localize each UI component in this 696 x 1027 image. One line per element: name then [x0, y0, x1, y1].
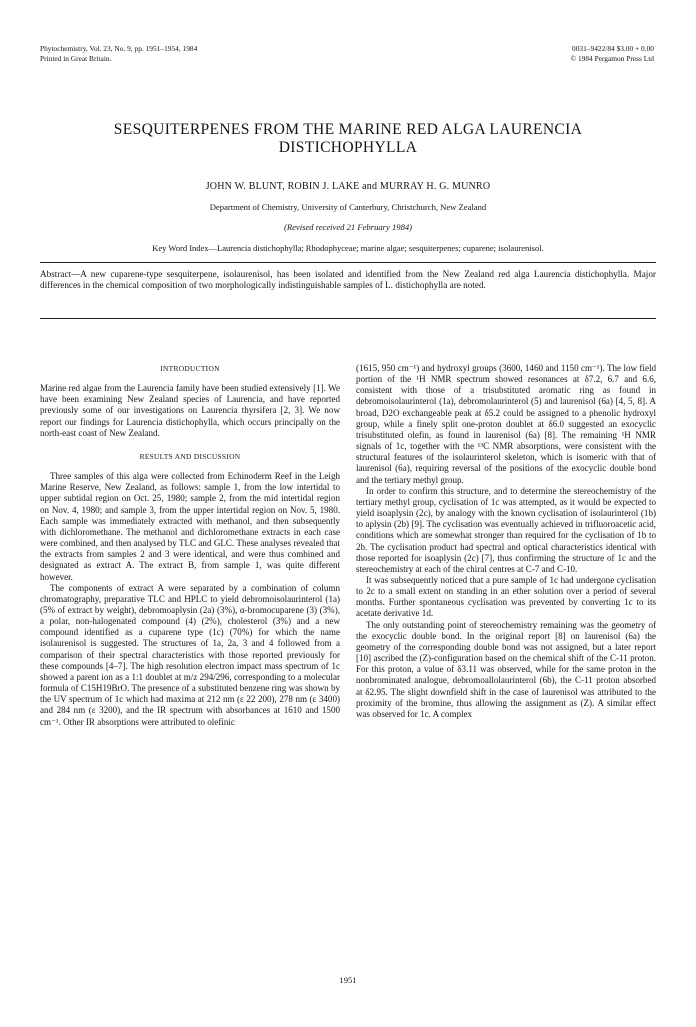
paragraph: In order to confirm this structure, and to determine the stereochemistry of the tertiary methyl group, cyclisation of 1c was attempted, as it would be expected to yield isoaplysin (2c), by analogy with the known cyclisation of isolaurinterol (1b) to aplysin (2b) [9]. The cyclisation was eventually achieved in trifluoroacetic acid, conditions which are somewhat stronger than required for the cyclisation of 1b to 2b. The cyclisation product had spectral and optical characteristics identical with those reported for isoaplysin (2c) [7], thus confirming the structure of 1c and the stereochemistry at each of the chiral centres at C-7 and C-10. [356, 485, 656, 574]
affiliation: Department of Chemistry, University of Canterbury, Christchurch, New Zealand [209, 202, 487, 212]
paragraph: Three samples of this alga were collected from Echinoderm Reef in the Leigh Marine Reserve, New Zealand, as follows: sample 1, from the low intertidal to upper subtidal region on Oct. 25, 1980; sample 2, from the mid intertidal region on Nov. 4, 1980; and sample 3, from the upper intertidal region on Nov. 5, 1980. Each sample was immediately extracted with methanol, and then subsequently with dichloromethane. The methanol and dichloromethane extracts in each case were combined, and then analysed by TLC and GLC. These analyses revealed that the extracts from samples 2 and 3 were identical, and were thus combined and designated as extract A. The extract B, from sample 1, was quite different however. [40, 471, 340, 582]
left-column [40, 363, 340, 728]
page-number: 1951 [339, 975, 357, 985]
journal-citation: Phytochemistry, Vol. 23, No. 9, pp. 1951–1954, 1984 [40, 44, 198, 53]
abstract: Abstract—A new cuparene-type sesquiterpene, isolaurenisol, has been isolated and identified from the New Zealand red alga Laurencia distichophylla. Major differences in the chemical composition of two morphologically indistinguishable samples of L. distichophylla are noted. [40, 269, 656, 291]
key-word-index: Key Word Index—Laurencia distichophylla; Rhodophyceae; marine algae; sesquiterpenes; cuparene; isolaurenisol. [152, 243, 544, 253]
paragraph: Marine red algae from the Laurencia family have been studied extensively [1]. We have been examining New Zealand species of Laurencia, and have reported previously some of our investigations on Laurencia thyrsifera [2, 3]. We now report our findings for Laurencia distichophylla, which occurs principally on the north-east coast of New Zealand. [40, 383, 340, 438]
running-header-left [40, 44, 197, 63]
section-heading-results: RESULTS AND DISCUSSION [139, 451, 241, 461]
right-column [356, 363, 656, 720]
divider-top [40, 262, 656, 263]
section-heading-introduction: INTRODUCTION [160, 364, 220, 373]
running-header-right [571, 44, 655, 63]
print-location: Printed in Great Britain. [40, 53, 112, 63]
paragraph: (1615, 950 cm⁻¹) and hydroxyl groups (3600, 1460 and 1150 cm⁻¹). The low field portion of the ¹H NMR spectrum showed resonances at δ7.2, 6.7 and 6.6, consistent with those of a trisubstituted aromatic ring as found in debromoisolaurinterol (1a), debromolaurinterol (5) and laurenisol (6a) [4, 5, 8]. A broad, D2O exchangeable peak at δ5.2 could be assigned to a phenolic hydroxyl group, while a finely split one-proton doublet at δ6.0 suggested an exocyclic trisubstituted olefin, as found in laurenisol (6a) [8]. The remaining ¹H NMR signals of 1c, together with the ¹³C NMR absorptions, were consistent with the structural features of the isolaurinterol skeleton, which is isomeric with that of laurenisol (6a), requiring reversal of the positions of the exocyclic double bond and the tertiary methyl group. [356, 363, 656, 485]
price-code: 0031–9422/84 $3.00 + 0.00 [572, 44, 654, 53]
paragraph: The components of extract A were separated by a combination of column chromatography, preparative TLC and HPLC to yield debromoisolaurinterol (1a) (5% of extract by weight), debromoaplysin (2a) (3%), α-bromocuparene (3) (3%), a polar, non-halogenated compound (4) (2%), cholesterol (3%) and a new compound identified as a cuparene type (1c) (70%) for which the name isolaurenisol is suggested. The structures of 1a, 2a, 3 and 4 followed from a comparison of their spectral characteristics with those reported previously for these compounds [4–7]. The high resolution electron impact mass spectrum of 1c showed a parent ion as a 1:1 doublet at m/z 294/296, corresponding to a molecular formula of C15H19BrO. The presence of a substituted benzene ring was shown by the UV spectrum of 1c which had maxima at 212 nm (ε 22 200), 278 nm (ε 3400) and 284 nm (ε 3200), and the IR spectrum with absorbances at 1610 and 1500 cm⁻¹. Other IR absorptions were attributed to olefinic [40, 582, 340, 727]
paragraph: It was subsequently noticed that a pure sample of 1c had undergone cyclisation to 2c to a small extent on standing in an ether solution over a period of several months. Further spontaneous cyclisation was prevented by converting 1c to its acetate derivative 1d. [356, 574, 656, 619]
copyright-notice: © 1984 Pergamon Press Ltd [570, 53, 654, 63]
author-list: JOHN W. BLUNT, ROBIN J. LAKE and MURRAY H. G. MUNRO [205, 181, 491, 192]
paragraph: The only outstanding point of stereochemistry remaining was the geometry of the exocyclic double bond. In the original report [8] on laurenisol (6a) the geometry of the corresponding double bond was not assigned, but a later report [10] ascribed the (Z)-configuration based on the chemical shift of the C-11 proton. For this proton, a value of δ3.11 was observed, while for the same proton in the nonbrominated analogue, debromoallolaurinterol (6b), the C-11 proton absorbed at δ2.95. The slight downfield shift in the case of laurenisol was attributed to the proximity of the bromine, thus allowing the assignment as (Z). A similar effect was observed for 1c. A complex [356, 619, 656, 719]
article-title: SESQUITERPENES FROM THE MARINE RED ALGA LAURENCIA DISTICHOPHYLLA [113, 121, 583, 156]
revision-date: (Revised received 21 February 1984) [283, 222, 413, 232]
divider-bottom [40, 318, 656, 319]
